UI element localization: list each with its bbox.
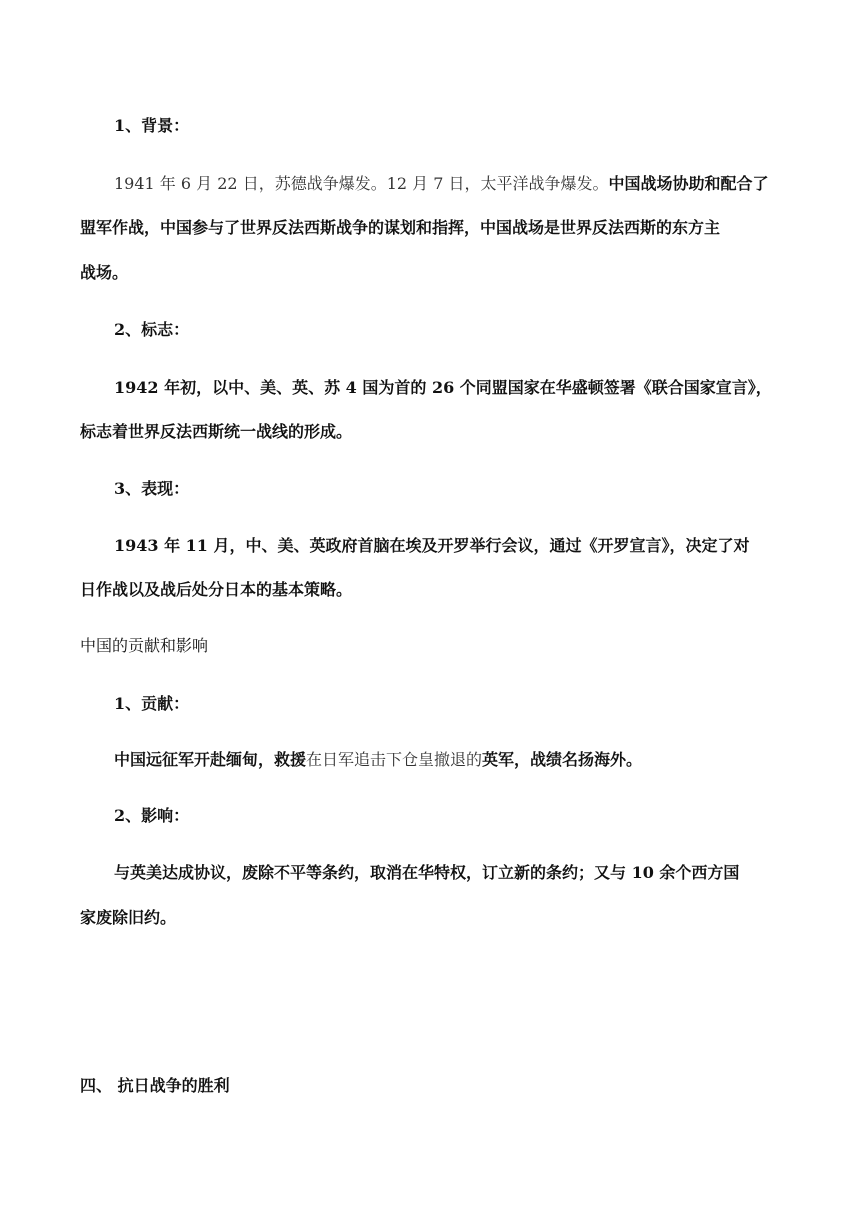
- influence-heading: 2、影响：: [114, 806, 190, 825]
- performance-heading: 3、表现：: [114, 479, 190, 498]
- chapter-title: 四、 抗日战争的胜利: [80, 1076, 230, 1095]
- performance-paragraph-line-2: 日作战以及战后处分日本的基本策略。: [80, 580, 353, 599]
- sign-heading: 2、标志：: [114, 320, 190, 339]
- influence-paragraph-line-2: 家废除旧约。: [80, 908, 177, 927]
- background-paragraph-line-1: [114, 173, 769, 195]
- background-heading: 1、背景：: [114, 116, 190, 135]
- contribution-text-c: 英军，战绩名扬海外。: [482, 750, 643, 769]
- background-paragraph-line-3: 战场。: [80, 263, 129, 282]
- contribution-text-b: 在日军追击下仓皇撤退的: [306, 750, 483, 769]
- section-title: 中国的贡献和影响: [80, 636, 209, 655]
- sign-paragraph-line-2: 标志着世界反法西斯统一战线的形成。: [80, 422, 353, 441]
- background-paragraph-line-2: 盟军作战，中国参与了世界反法西斯战争的谋划和指挥，中国战场是世界反法西斯的东方主: [80, 218, 721, 237]
- influence-paragraph-line-1: 与英美达成协议，废除不平等条约，取消在华特权，订立新的条约；又与 10 余个西方国: [114, 863, 740, 882]
- background-text-bold: 中国战场协助和配合了: [608, 174, 769, 193]
- contribution-text-a: 中国远征军开赴缅甸，救援: [114, 750, 307, 769]
- background-text-plain: 1941 年 6 月 22 日，苏德战争爆发。12 月 7 日，太平洋战争爆发。: [114, 174, 609, 193]
- contribution-heading: 1、贡献：: [114, 694, 190, 713]
- contribution-paragraph-line-1: [114, 749, 642, 771]
- sign-paragraph-line-1: 1942 年初，以中、美、英、苏 4 国为首的 26 个同盟国家在华盛顿签署《联合国家宣言》，: [114, 378, 772, 397]
- performance-paragraph-line-1: 1943 年 11 月，中、美、英政府首脑在埃及开罗举行会议，通过《开罗宣言》，决定了对: [114, 536, 750, 555]
